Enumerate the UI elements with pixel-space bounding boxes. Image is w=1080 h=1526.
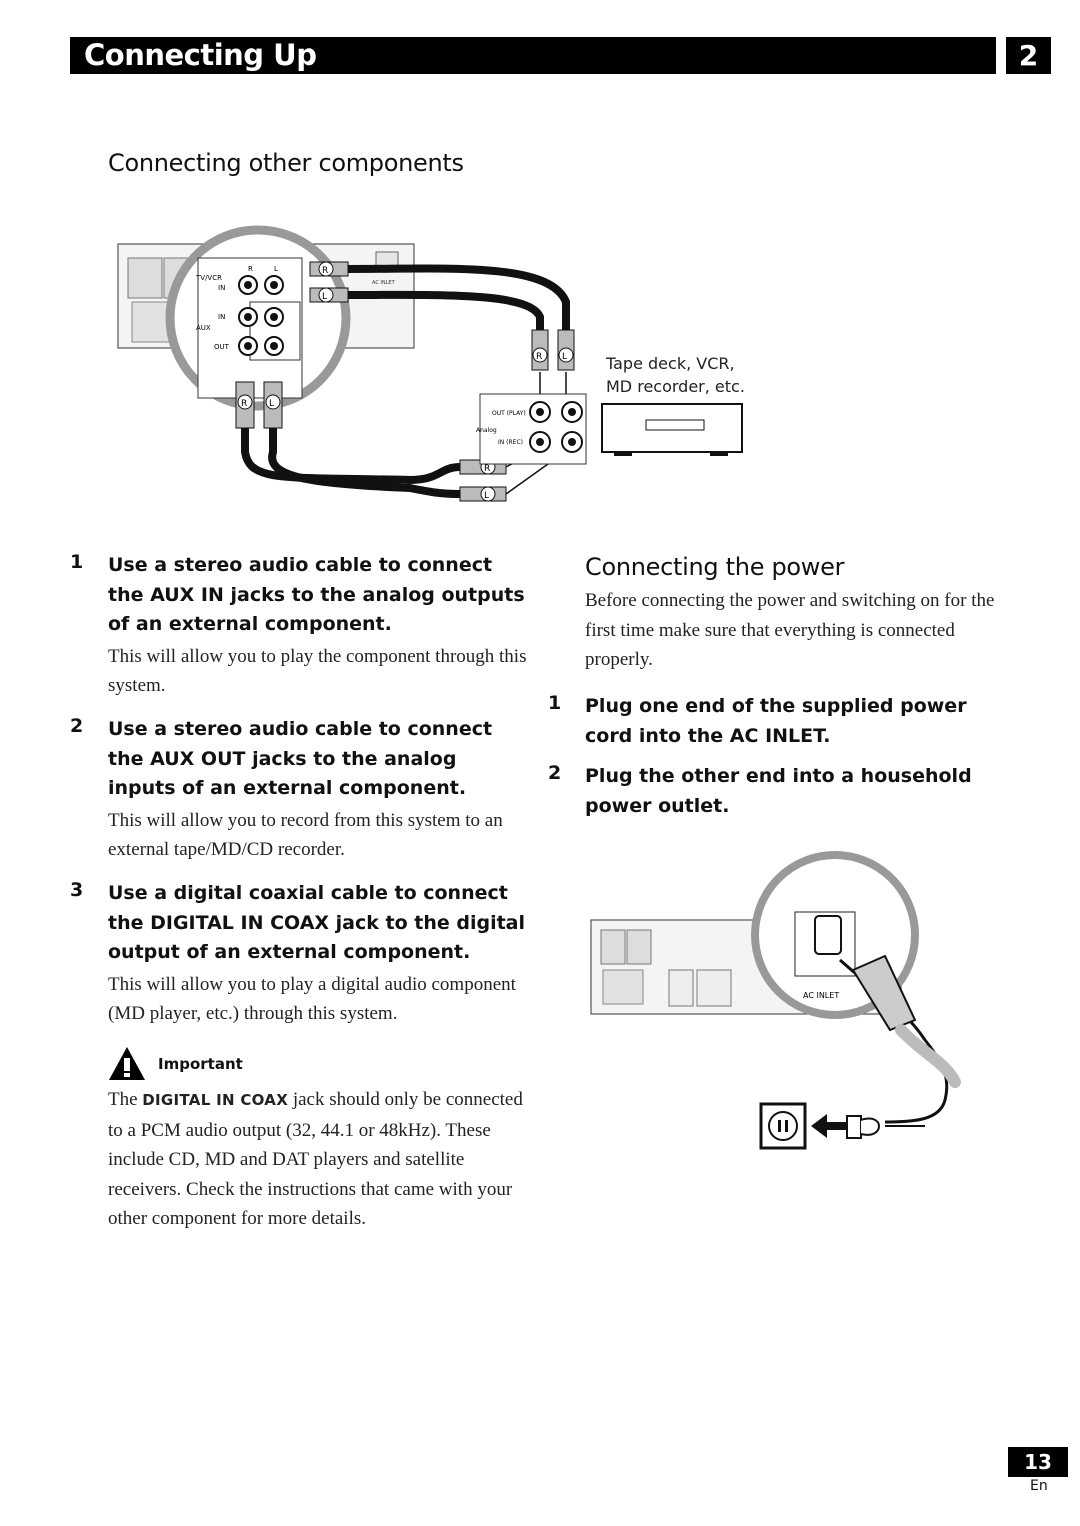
power-step-2	[548, 762, 998, 821]
important-label: Important	[158, 1055, 243, 1073]
step-number: 2	[548, 762, 562, 784]
out-play-label: OUT (PLAY)	[492, 410, 526, 417]
plug-l-label: L	[322, 292, 328, 302]
power-step-1	[548, 692, 998, 751]
ac-inlet-small-label: AC INLET	[372, 280, 395, 286]
step-3	[70, 879, 530, 1029]
power-connection-diagram	[585, 850, 985, 1160]
step-body: This will allow you to play the component through this system.	[108, 645, 527, 696]
aux-label: AUX	[196, 324, 211, 332]
device-caption-line2: MD recorder, etc.	[606, 377, 745, 396]
device-caption-line1: Tape deck, VCR,	[606, 354, 735, 373]
step-heading: Use a stereo audio cable to connect the AUX IN jacks to the analog outputs of an external component.	[108, 554, 525, 635]
tv-in-label: IN	[218, 284, 226, 292]
page-number: 13	[1008, 1447, 1068, 1477]
step-1	[70, 551, 530, 701]
step-2	[70, 715, 530, 865]
important-term: DIGITAL IN COAX	[142, 1091, 289, 1109]
step-number: 2	[70, 715, 84, 737]
step-number: 3	[70, 879, 84, 901]
step-heading: Plug the other end into a household power outlet.	[585, 765, 972, 817]
device-plug-l-label: L	[562, 352, 568, 362]
important-text	[108, 1085, 528, 1234]
ac-inlet-label: AC INLET	[803, 991, 840, 1000]
important-warning-icon	[107, 1045, 147, 1083]
important-text-pre: The	[108, 1089, 138, 1110]
jack-l-label: L	[274, 265, 278, 273]
power-intro: Before connecting the power and switching on for the first time make sure that everything is connected properly.	[585, 590, 995, 670]
device-plug-r-label: R	[536, 352, 543, 362]
components-connection-diagram	[110, 222, 770, 522]
chapter-number: 2	[1006, 37, 1051, 74]
step-body: This will allow you to play a digital audio component (MD player, etc.) through this system.	[108, 973, 516, 1024]
step-number: 1	[70, 551, 84, 573]
aux-out-label: OUT	[214, 343, 229, 351]
step-number: 1	[548, 692, 562, 714]
step-heading: Plug one end of the supplied power cord into the AC INLET.	[585, 695, 967, 747]
in-rec-label: IN (REC)	[498, 439, 523, 446]
aux-plug-l-label: L	[269, 399, 275, 409]
language-code: En	[1030, 1478, 1048, 1494]
step-heading: Use a stereo audio cable to connect the AUX OUT jacks to the analog inputs of an external component.	[108, 718, 493, 799]
step-heading: Use a digital coaxial cable to connect the DIGITAL IN COAX jack to the digital output of an external component.	[108, 882, 526, 963]
aux-plug-r-label: R	[241, 399, 248, 409]
aux-in-label: IN	[218, 313, 226, 321]
analog-label: Analog	[476, 427, 497, 434]
jack-r-label: R	[248, 265, 253, 273]
rec-plug-l-label: L	[484, 491, 490, 501]
section-title-components: Connecting other components	[108, 149, 464, 177]
page-title: Connecting Up	[84, 38, 317, 72]
important-text-post: jack should only be connected to a PCM audio output (32, 44.1 or 48kHz). These include CD, MD and DAT players and satellite receivers. Check the instructions that came with your other component for more details.	[108, 1089, 523, 1229]
tv-vcr-label: TV/VCR	[196, 274, 222, 282]
step-body: This will allow you to record from this system to an external tape/MD/CD recorder.	[108, 809, 503, 860]
plug-r-label: R	[322, 266, 329, 276]
section-title-power: Connecting the power	[585, 553, 845, 581]
rec-plug-r-label: R	[484, 464, 491, 474]
